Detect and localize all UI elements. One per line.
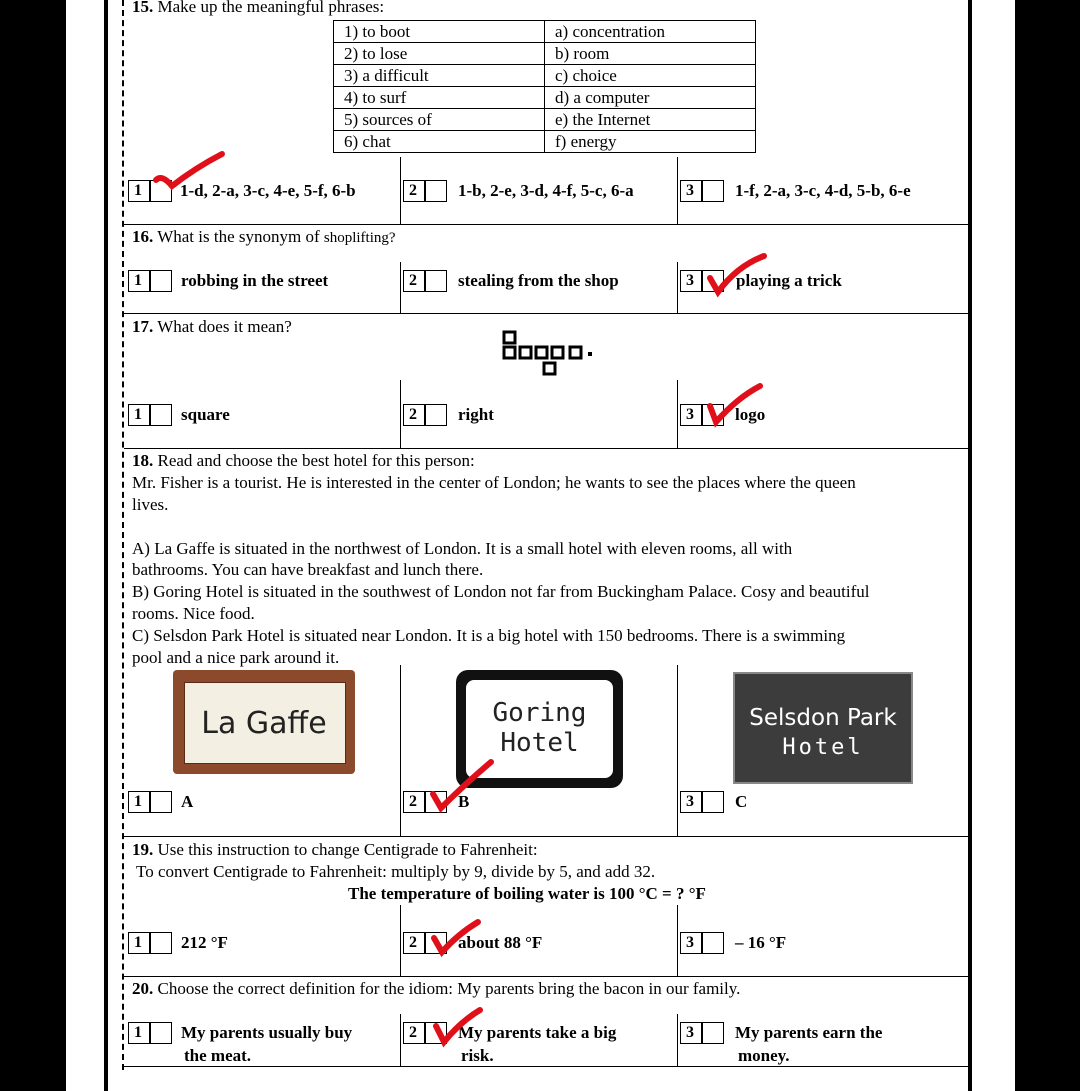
q19-answer-box-3[interactable] <box>702 932 724 954</box>
q15-option-1: 1-d, 2-a, 3-c, 4-e, 5-f, 6-b <box>180 181 356 200</box>
q16-option-3: playing a trick <box>736 271 842 290</box>
q15-num-3: 3 <box>686 182 694 199</box>
document-frame <box>122 0 970 1070</box>
q15-answer-box-2[interactable] <box>425 180 447 202</box>
q18-option-c: C <box>735 792 748 811</box>
check-mark-icon <box>428 1004 498 1048</box>
q16-answer-box-1[interactable] <box>150 270 172 292</box>
q15-option-2: 1-b, 2-e, 3-d, 4-f, 5-c, 6-a <box>458 181 634 200</box>
q16-num-2: 2 <box>409 272 417 289</box>
q20-num-2: 2 <box>409 1024 417 1041</box>
q20-answer-box-1[interactable] <box>150 1022 172 1044</box>
q18-answer-box-3[interactable] <box>702 791 724 813</box>
check-mark-icon <box>702 380 782 430</box>
q17-num-1: 1 <box>134 406 142 423</box>
q18-num-2: 2 <box>409 793 417 810</box>
q17-option-2: right <box>458 405 494 424</box>
q19-option-1: 212 °F <box>181 933 228 952</box>
q18-intro: Mr. Fisher is a tourist. He is interested in the center of London; he wants to see the places where the queen <box>132 473 856 492</box>
check-mark-icon <box>702 248 782 298</box>
q17-answer-box-2[interactable] <box>425 404 447 426</box>
q16-num-3: 3 <box>686 272 694 289</box>
q16-option-1: robbing in the street <box>181 271 329 290</box>
q17-answer-box-1[interactable] <box>150 404 172 426</box>
q19-answer-box-1[interactable] <box>150 932 172 954</box>
q18-option-b: B <box>458 792 470 811</box>
q18-hotel-c: C) Selsdon Park Hotel is situated near London. It is a big hotel with 150 bedrooms. There is a swimming <box>132 626 846 645</box>
q20-option-2: My parents take a big <box>458 1023 617 1042</box>
q18-hotel-a-cont: bathrooms. You can have breakfast and lunch there. <box>132 560 484 579</box>
q17-num-3: 3 <box>686 406 694 423</box>
q20-num-3: 3 <box>686 1024 694 1041</box>
q20-option-3-cont: money. <box>738 1046 790 1065</box>
logo-puzzle-image <box>500 330 595 390</box>
q18-num-3: 3 <box>686 793 694 810</box>
q19-instruction: To convert Centigrade to Fahrenheit: multiply by 9, divide by 5, and add 32. <box>136 862 656 881</box>
q16-answer-box-2[interactable] <box>425 270 447 292</box>
q20-answer-box-3[interactable] <box>702 1022 724 1044</box>
check-mark-icon <box>428 916 498 960</box>
q19-option-3: – 16 °F <box>735 933 787 952</box>
q15-num-2: 2 <box>409 182 417 199</box>
check-mark-icon <box>425 756 515 816</box>
q20-num-1: 1 <box>134 1024 142 1041</box>
q18-option-a: A <box>181 792 194 811</box>
q18-hotel-b: B) Goring Hotel is situated in the southwest of London not far from Buckingham Palace. Cosy and beautiful <box>132 582 870 601</box>
q18-intro-end: lives. <box>132 495 169 514</box>
q19-num-2: 2 <box>409 934 417 951</box>
q19-num-3: 3 <box>686 934 694 951</box>
q20-option-1-cont: the meat. <box>184 1046 252 1065</box>
q19-title: 19. Use this instruction to change Centigrade to Fahrenheit: <box>132 840 538 859</box>
q20-title: 20. Choose the correct definition for the idiom: My parents bring the bacon in our family. <box>132 979 741 998</box>
q16-num-1: 1 <box>134 272 142 289</box>
q15-num-1: 1 <box>134 182 142 199</box>
q15-option-3: 1-f, 2-a, 3-c, 4-d, 5-b, 6-e <box>735 181 911 200</box>
q17-title: 17. What does it mean? <box>132 317 292 336</box>
q19-question: The temperature of boiling water is 100 °C = ? °F <box>348 884 706 903</box>
q19-option-2: about 88 °F <box>458 933 543 952</box>
goring-hotel-sign: Goring Hotel <box>456 670 623 788</box>
q18-answer-box-1[interactable] <box>150 791 172 813</box>
q18-num-1: 1 <box>134 793 142 810</box>
q15-matching-table: 1) to boot a) concentration 2) to lose b) room 3) a difficult c) choice 4) to surf d) a computer 5) sources of e) the Internet 6) chat f) energy <box>333 20 756 153</box>
q18-hotel-a: A) La Gaffe is situated in the northwest of London. It is a small hotel with eleven rooms, all with <box>132 539 793 558</box>
q15-title: 15. Make up the meaningful phrases: <box>132 0 385 16</box>
q20-option-3: My parents earn the <box>735 1023 883 1042</box>
q18-hotel-c-cont: pool and a nice park around it. <box>132 648 340 667</box>
q19-num-1: 1 <box>134 934 142 951</box>
q16-title: 16. What is the synonym of shoplifting? <box>132 227 396 246</box>
check-mark-icon <box>150 146 230 196</box>
la-gaffe-sign: La Gaffe <box>173 670 355 774</box>
q18-hotel-b-cont: rooms. Nice food. <box>132 604 255 623</box>
q16-option-2: stealing from the shop <box>458 271 619 290</box>
selsdon-park-sign: Selsdon Park Hotel <box>733 672 913 784</box>
q18-title: 18. Read and choose the best hotel for this person: <box>132 451 475 470</box>
q20-option-2-cont: risk. <box>461 1046 494 1065</box>
q20-option-1: My parents usually buy <box>181 1023 353 1042</box>
q17-option-3: logo <box>735 405 766 424</box>
q17-option-1: square <box>181 405 230 424</box>
q17-num-2: 2 <box>409 406 417 423</box>
q15-answer-box-3[interactable] <box>702 180 724 202</box>
